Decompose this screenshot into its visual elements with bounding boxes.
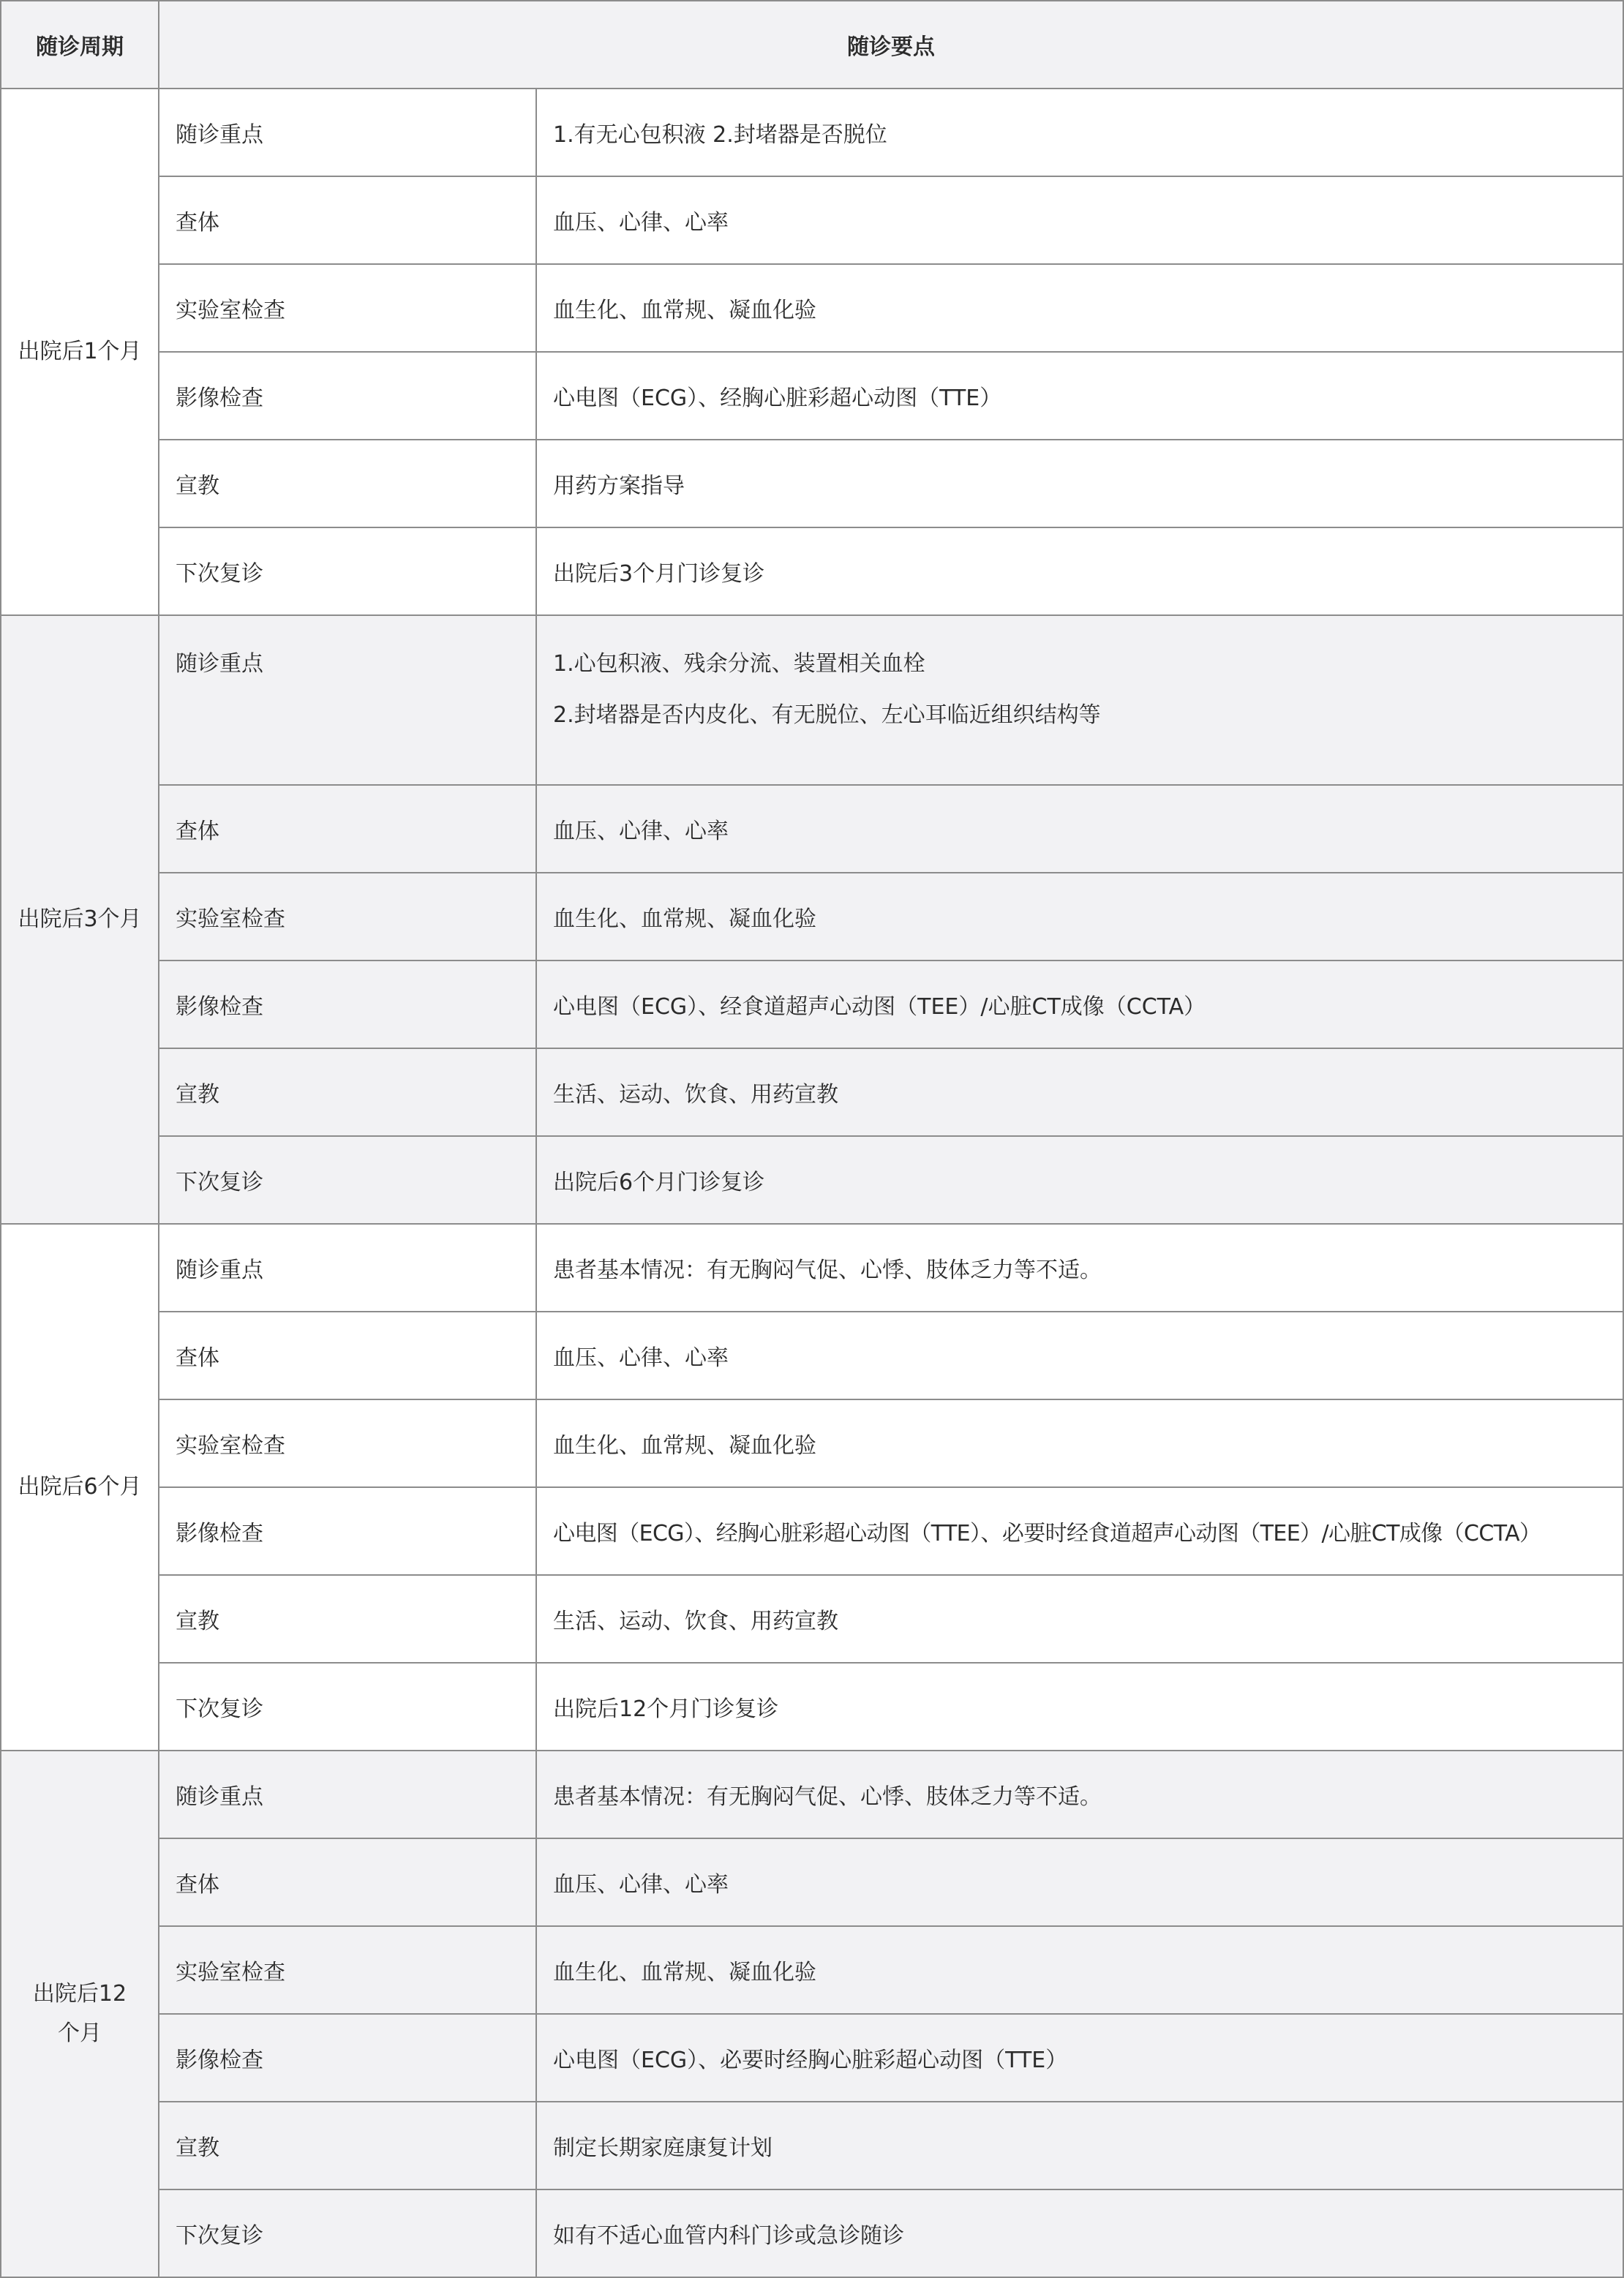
table-row — [1, 961, 1623, 1048]
content-cell: 血压、心律、心率 — [536, 1312, 1623, 1399]
content-cell: 血压、心律、心率 — [536, 1838, 1623, 1926]
content-cell: 血生化、血常规、凝血化验 — [536, 1399, 1623, 1487]
content-cell: 心电图（ECG）、经食道超声心动图（TEE）/心脏CT成像（CCTA） — [536, 961, 1623, 1048]
table-row — [1, 89, 1623, 176]
content-cell: 心电图（ECG）、必要时经胸心脏彩超心动图（TTE） — [536, 2014, 1623, 2102]
content-cell: 出院后12个月门诊复诊 — [536, 1663, 1623, 1751]
item-cell: 下次复诊 — [159, 2189, 536, 2277]
table-row — [1, 1048, 1623, 1136]
content-cell: 用药方案指导 — [536, 440, 1623, 527]
table-row — [1, 873, 1623, 961]
table-row — [1, 1663, 1623, 1751]
item-cell: 下次复诊 — [159, 527, 536, 615]
content-cell: 出院后3个月门诊复诊 — [536, 527, 1623, 615]
item-cell: 影像检查 — [159, 1487, 536, 1575]
content-cell: 生活、运动、饮食、用药宣教 — [536, 1575, 1623, 1663]
item-cell: 查体 — [159, 1838, 536, 1926]
table-row — [1, 1312, 1623, 1399]
table-row — [1, 1487, 1623, 1575]
table-row — [1, 615, 1623, 785]
item-cell: 影像检查 — [159, 961, 536, 1048]
item-cell: 随诊重点 — [159, 1751, 536, 1838]
period-cell: 出院后3个月 — [1, 615, 159, 1224]
content-cell: 生活、运动、饮食、用药宣教 — [536, 1048, 1623, 1136]
content-cell: 血生化、血常规、凝血化验 — [536, 264, 1623, 352]
table-row — [1, 1838, 1623, 1926]
table-row — [1, 785, 1623, 873]
item-cell: 查体 — [159, 785, 536, 873]
table-row — [1, 2102, 1623, 2189]
content-cell: 患者基本情况：有无胸闷气促、心悸、肢体乏力等不适。 — [536, 1751, 1623, 1838]
content-cell: 如有不适心血管内科门诊或急诊随诊 — [536, 2189, 1623, 2277]
item-cell: 查体 — [159, 1312, 536, 1399]
item-cell: 实验室检查 — [159, 264, 536, 352]
item-cell: 影像检查 — [159, 2014, 536, 2102]
content-cell: 1.有无心包积液 2.封堵器是否脱位 — [536, 89, 1623, 176]
content-cell: 心电图（ECG）、经胸心脏彩超心动图（TTE） — [536, 352, 1623, 440]
item-cell: 下次复诊 — [159, 1663, 536, 1751]
table-row — [1, 264, 1623, 352]
header-row — [1, 1, 1623, 89]
table-row — [1, 1399, 1623, 1487]
content-cell: 血压、心律、心率 — [536, 176, 1623, 264]
item-cell: 随诊重点 — [159, 89, 536, 176]
table-row — [1, 1575, 1623, 1663]
item-cell: 宣教 — [159, 2102, 536, 2189]
item-cell: 实验室检查 — [159, 1926, 536, 2014]
table-row — [1, 1136, 1623, 1224]
table-row — [1, 176, 1623, 264]
item-cell: 宣教 — [159, 1048, 536, 1136]
content-line: 2.封堵器是否内皮化、有无脱位、左心耳临近组织结构等 — [553, 702, 1101, 728]
content-cell — [536, 615, 1623, 785]
content-cell: 出院后6个月门诊复诊 — [536, 1136, 1623, 1224]
content-cell: 患者基本情况：有无胸闷气促、心悸、肢体乏力等不适。 — [536, 1224, 1623, 1312]
header-period: 随诊周期 — [1, 1, 159, 89]
table-row — [1, 1926, 1623, 2014]
content-cell: 血压、心律、心率 — [536, 785, 1623, 873]
table-row — [1, 1224, 1623, 1312]
item-cell: 影像检查 — [159, 352, 536, 440]
item-cell: 宣教 — [159, 1575, 536, 1663]
item-cell: 实验室检查 — [159, 873, 536, 961]
header-points: 随诊要点 — [159, 1, 1623, 89]
content-cell: 血生化、血常规、凝血化验 — [536, 1926, 1623, 2014]
item-cell: 宣教 — [159, 440, 536, 527]
content-cell: 心电图（ECG）、经胸心脏彩超心动图（TTE）、必要时经食道超声心动图（TEE）/心脏CT成像（CCTA） — [536, 1487, 1623, 1575]
table-row — [1, 440, 1623, 527]
content-cell: 制定长期家庭康复计划 — [536, 2102, 1623, 2189]
item-cell: 随诊重点 — [159, 615, 536, 785]
period-cell: 出院后1个月 — [1, 89, 159, 615]
table-row — [1, 1751, 1623, 1838]
item-cell: 查体 — [159, 176, 536, 264]
table-row — [1, 527, 1623, 615]
table-row — [1, 352, 1623, 440]
table-row — [1, 2014, 1623, 2102]
content-cell: 血生化、血常规、凝血化验 — [536, 873, 1623, 961]
period-cell: 出院后12个月 — [1, 1751, 159, 2277]
content-line: 1.心包积液、残余分流、装置相关血栓 — [553, 651, 925, 677]
period-cell: 出院后6个月 — [1, 1224, 159, 1751]
item-cell: 实验室检查 — [159, 1399, 536, 1487]
item-cell: 下次复诊 — [159, 1136, 536, 1224]
table-row — [1, 2189, 1623, 2277]
item-cell: 随诊重点 — [159, 1224, 536, 1312]
